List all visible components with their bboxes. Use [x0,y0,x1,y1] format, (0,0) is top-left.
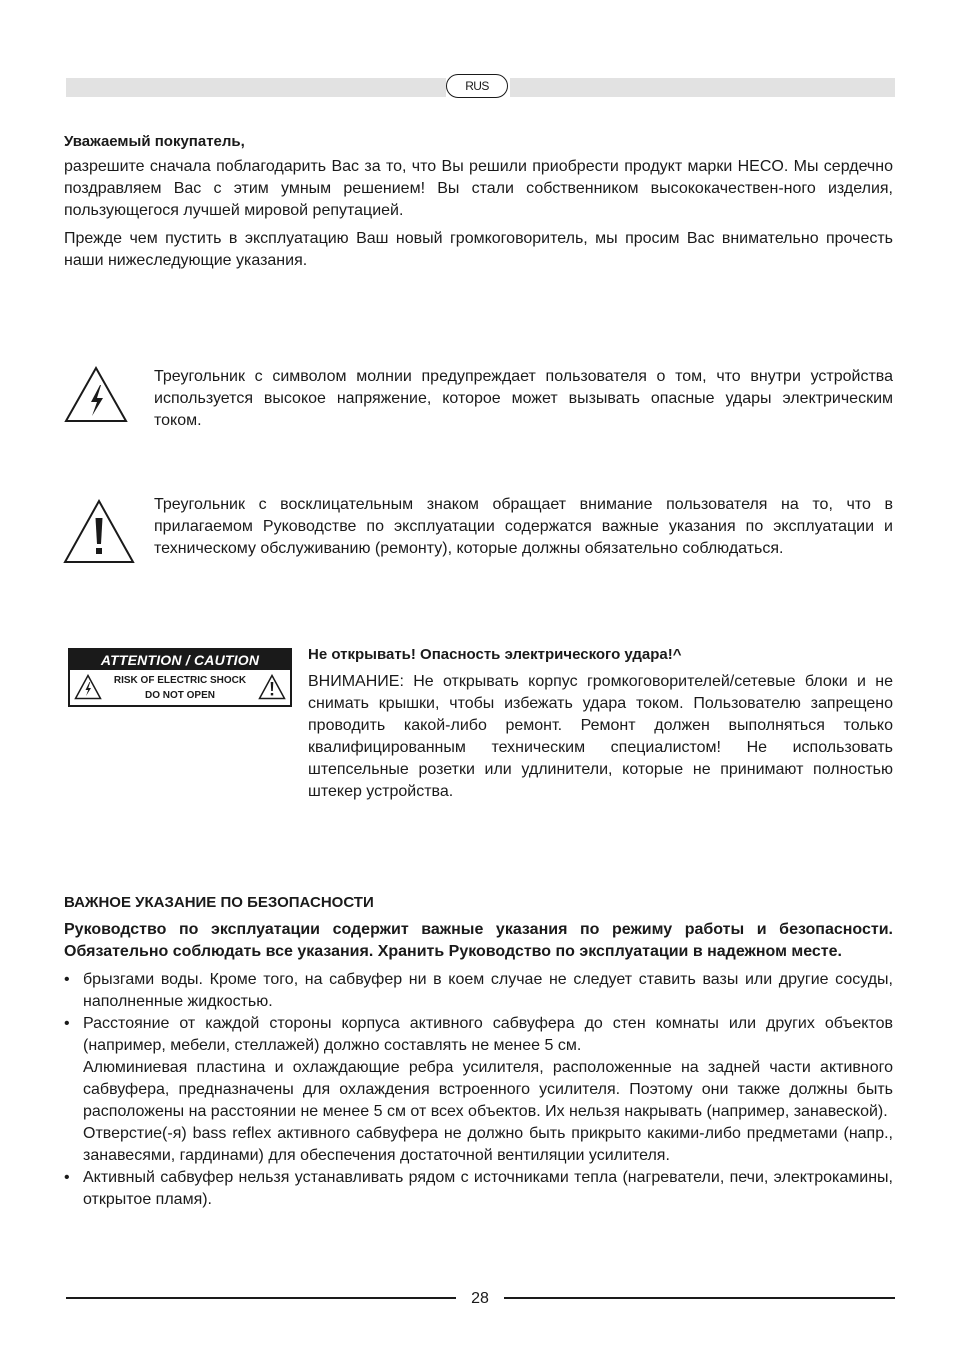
caution-paragraph: ВНИМАНИЕ: Не открывать корпус громкоговорителей/сетевые блоки и не снимать крышки, чтобы избежать удара током. Пользователю запрещено проводить какой-либо ремонт. Ремонт должен выполняться только квалифицированным техническим специалистом! Не использовать штепсельные розетки или удлинители, которые не принимают полностью штекер устройства. [308,673,893,800]
list-item-text: Отверстие(-я) bass reflex активного сабвуфера не должно быть прикрыто какими-либо предметами (напр., занавесями, гардинами) для обеспечения достаточной вентиляции усилителя. [83,1125,893,1164]
bullet: • [64,1015,70,1032]
caution-heading: Не открывать! Опасность электрического удара!^ [308,646,682,663]
greeting: Уважаемый покупатель, [64,133,245,150]
caution-label-line-1: RISK OF ELECTRIC SHOCK [113,675,247,686]
footer-rule-right [504,1297,895,1299]
lightning-description: Треугольник с символом молнии предупреждает пользователя о том, что внутри устройства используется высокое напряжение, которое может вызывать опасные удары электрическим током. [154,368,893,429]
exclamation-warning-icon [63,498,135,564]
caution-label-text [104,673,256,703]
caution-label-title: ATTENTION / CAUTION [70,650,290,670]
safety-heading: ВАЖНОЕ УКАЗАНИЕ ПО БЕЗОПАСНОСТИ [64,894,374,911]
caution-label-line-2: DO NOT OPEN [144,690,215,701]
list-item-text: Алюминиевая пластина и охлаждающие ребра усилителя, расположенные на задней части активного сабвуфера, предназначены для охлаждения встроенного усилителя. Поэтому они также должны быть расположены на расстоянии не менее 5 см от всех объектов. Их нельзя накрывать (например, занавеской). [83,1059,893,1120]
list-item-text: Расстояние от каждой стороны корпуса активного сабвуфера до стен комнаты или других объектов (например, мебели, стеллажей) должно составлять не менее 5 см. [83,1015,893,1054]
small-lightning-icon [74,674,102,700]
caution-label [68,648,292,707]
lightning-warning-icon [63,365,129,423]
footer-rule-left [66,1297,456,1299]
safety-lead: Руководство по эксплуатации содержит важные указания по режиму работы и безопасности. Обязательно соблюдать все указания. Хранить Руководство по эксплуатации в надежном месте. [64,921,893,960]
page-number: 28 [471,1290,489,1307]
header-bar-left [66,78,446,97]
list-item [64,1167,893,1211]
small-exclamation-icon [258,674,286,700]
language-badge: RUS [446,74,508,98]
intro-paragraph-1: разрешите сначала поблагодарить Вас за то, что Вы решили приобрести продукт марки HECO. Мы сердечно поздравляем Вас с этим умным решением! Вы стали собственником высококачествен-ного изделия, пользующегося лучшей мировой репутацией. [64,158,893,219]
safety-section [64,892,893,1211]
caution-section [308,644,893,803]
bullet: • [64,1169,70,1186]
header-bar-right [510,78,895,97]
intro-paragraph-2: Прежде чем пустить в эксплуатацию Ваш новый громкоговоритель, мы просим Вас внимательно прочесть наши нижеследующие указания. [64,230,893,269]
list-item [64,1013,893,1167]
intro-section [64,131,893,278]
exclamation-description: Треугольник с восклицательным знаком обращает внимание пользователя на то, что в прилагаемом Руководстве по эксплуатации содержатся важные указания по эксплуатации и техническому обслуживанию (ремонту), которые должны обязательно соблюдаться. [154,496,893,557]
bullet: • [64,971,70,988]
list-item [64,969,893,1013]
list-item-text: Активный сабвуфер нельзя устанавливать рядом с источниками тепла (нагреватели, печи, электрокамины, открытое пламя). [83,1169,893,1208]
list-item-text: брызгами воды. Кроме того, на сабвуфер ни в коем случае не следует ставить вазы или другие сосуды, наполненные жидкостью. [83,971,893,1010]
safety-list [64,969,893,1211]
